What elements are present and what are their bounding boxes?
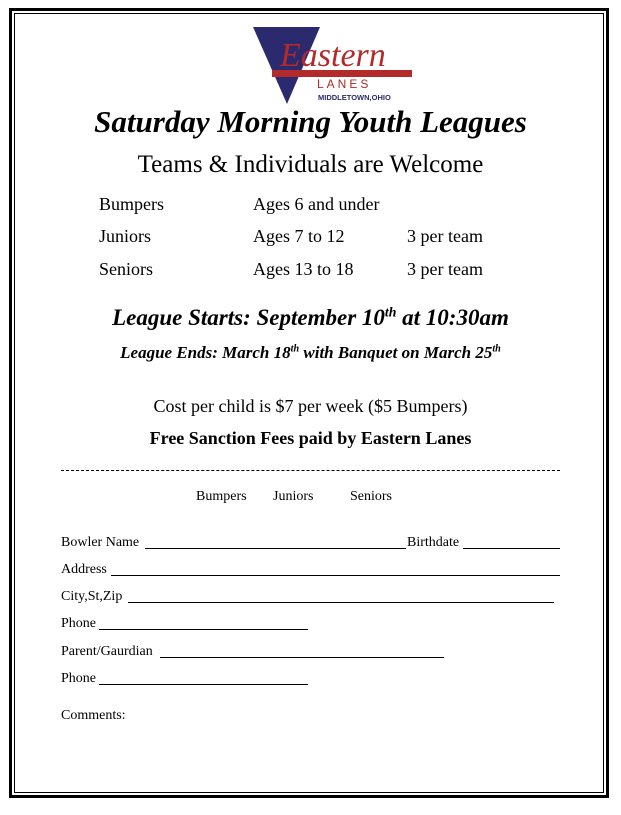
bowler-name-label: Bowler Name [61, 535, 140, 550]
league-ends [0, 343, 621, 363]
division-name: Bumpers [99, 194, 164, 214]
logo-lanes: LANES [317, 77, 372, 91]
city-field[interactable] [128, 602, 554, 603]
address-field[interactable] [111, 575, 560, 576]
page-subtitle: Teams & Individuals are Welcome [137, 151, 484, 178]
phone-label: Phone [61, 616, 96, 631]
league-ends-sup: th [290, 343, 300, 355]
parent-phone-label: Phone [61, 671, 96, 686]
division-team-size: 3 per team [407, 259, 483, 279]
birthdate-label: Birthdate [407, 535, 460, 550]
phone-field[interactable] [99, 629, 308, 630]
league-starts-text: League Starts: September 10 [112, 305, 385, 330]
parent-phone-field[interactable] [99, 684, 308, 685]
cut-line [61, 470, 560, 471]
division-ages: Ages 6 and under [253, 194, 380, 214]
page-title: Saturday Morning Youth Leagues [94, 104, 527, 139]
division-name: Juniors [99, 226, 152, 246]
logo-word: Eastern [280, 37, 386, 74]
sanction-text: Free Sanction Fees paid by Eastern Lanes [149, 428, 472, 448]
parent-label: Parent/Gaurdian [61, 644, 153, 659]
banquet-sup: th [492, 343, 501, 355]
choice-juniors[interactable]: Juniors [273, 489, 314, 504]
choice-bumpers[interactable]: Bumpers [196, 489, 247, 504]
city-label: City,St,Zip [61, 589, 123, 604]
address-label: Address [61, 562, 107, 577]
league-ends-text: League Ends: March 18 [120, 343, 291, 362]
division-team-size: 3 per team [407, 226, 483, 246]
birthdate-field[interactable] [463, 548, 560, 549]
division-ages: Ages 13 to 18 [253, 259, 354, 279]
league-ends-banquet: with Banquet on March 25 [299, 343, 493, 362]
bowler-name-field[interactable] [145, 548, 406, 549]
league-starts [0, 305, 621, 331]
logo-city: MIDDLETOWN,OHIO [318, 93, 391, 102]
league-starts-time: at 10:30am [396, 305, 509, 330]
parent-field[interactable] [160, 657, 444, 658]
eastern-lanes-logo [250, 24, 415, 108]
comments-label: Comments: [61, 708, 126, 723]
league-starts-sup: th [384, 304, 397, 320]
cost-text: Cost per child is $7 per week ($5 Bumpers) [153, 396, 468, 416]
division-ages: Ages 7 to 12 [253, 226, 345, 246]
division-name: Seniors [99, 259, 153, 279]
choice-seniors[interactable]: Seniors [350, 489, 392, 504]
